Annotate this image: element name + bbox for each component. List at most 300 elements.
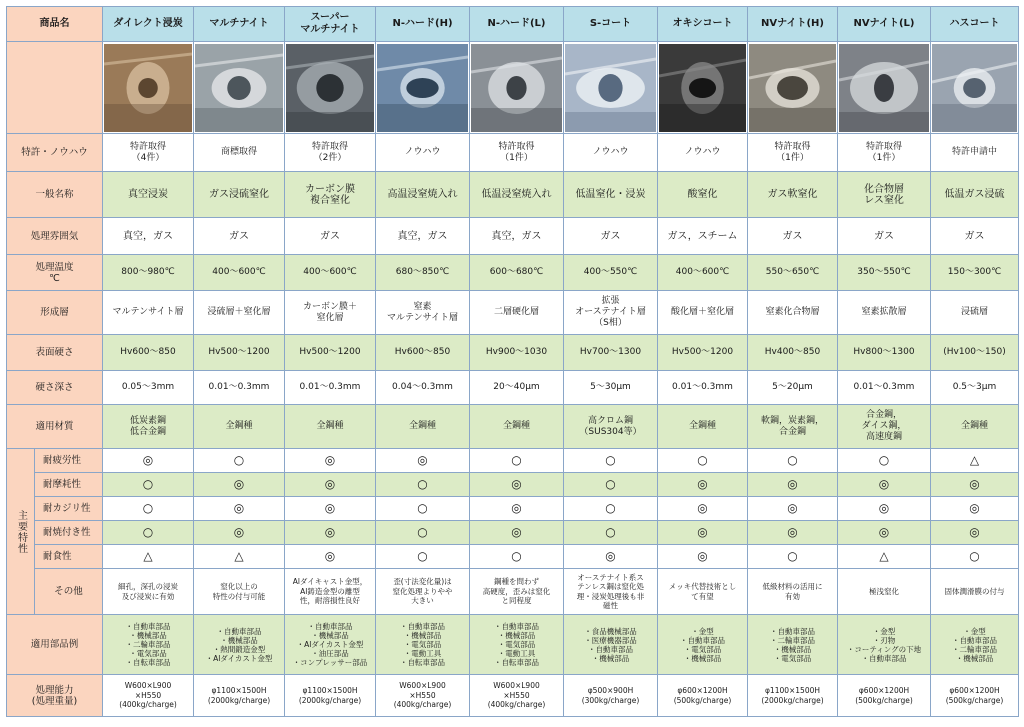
property-mark: [748, 449, 838, 473]
product-header-9: [838, 7, 931, 42]
temperature-cell: [931, 255, 1019, 291]
property-mark: [103, 521, 194, 545]
property-mark-text: ◎: [787, 501, 798, 515]
property-mark: [658, 473, 748, 497]
other-cell: [103, 569, 194, 615]
hardness-cell: [376, 335, 470, 371]
property-mark: [285, 449, 376, 473]
product-header-5: [470, 7, 564, 42]
temperature-cell: [470, 255, 564, 291]
temperature-cell-text: 680～850℃: [395, 267, 450, 277]
row-label-patent-text: 特許・ノウハウ: [21, 147, 88, 158]
capacity-cell-text: W600×L900 ×H550 (400kg/charge): [487, 681, 546, 710]
material-cell: [103, 405, 194, 449]
property-mark-text: ◎: [697, 525, 708, 539]
layer-cell: [564, 291, 658, 335]
product-name: S-コート: [589, 18, 632, 29]
property-label: [35, 473, 103, 497]
depth-cell-text: 0.01～0.3mm: [853, 382, 915, 392]
property-mark: [658, 521, 748, 545]
product-image-cell: [194, 42, 285, 134]
row-label-depth-text: 硬さ深さ: [35, 382, 74, 393]
layer-cell: [658, 291, 748, 335]
layer-cell: [376, 291, 470, 335]
hardness-cell: [748, 335, 838, 371]
property-mark-text: ◎: [878, 525, 890, 539]
depth-cell-text: 0.01～0.3mm: [672, 382, 733, 392]
atmosphere-cell: [103, 218, 194, 255]
row-label-applications-text: 適用部品例: [30, 639, 79, 650]
hardness-cell-text: Hv400～850: [764, 347, 821, 357]
property-mark-text: ○: [787, 549, 798, 563]
atmosphere-cell-text: ガス，スチーム: [667, 230, 738, 242]
hardness-cell-text: Hv900～1030: [485, 347, 548, 357]
property-mark-text: ◎: [324, 477, 336, 491]
property-mark: [285, 473, 376, 497]
general-name-cell: [470, 172, 564, 218]
property-mark: [748, 521, 838, 545]
row-label-general-name: [7, 172, 103, 218]
layer-cell-text: 窒素化合物層: [765, 307, 820, 317]
layer-cell: [470, 291, 564, 335]
atmosphere-cell: [931, 218, 1019, 255]
property-mark-text: ○: [417, 477, 428, 491]
capacity-cell: [658, 675, 748, 717]
property-mark: [838, 497, 931, 521]
product-header-6: [564, 7, 658, 42]
patent-cell-text: 特許取得 （2件）: [311, 141, 348, 163]
property-label: [35, 521, 103, 545]
image-row-label: [7, 42, 103, 134]
property-mark-text: ◎: [697, 477, 708, 491]
row-patent: [7, 134, 1019, 172]
row-label-applications: [7, 615, 103, 675]
temperature-cell: [285, 255, 376, 291]
property-mark: [194, 473, 285, 497]
capacity-cell-text: φ1100×1500H (2000kg/charge): [761, 686, 824, 705]
hardness-cell: [564, 335, 658, 371]
atmosphere-cell: [564, 218, 658, 255]
property-mark: [931, 473, 1019, 497]
property-mark-text: ○: [511, 549, 522, 563]
property-mark: [376, 521, 470, 545]
product-header-4: [376, 7, 470, 42]
patent-cell: [194, 134, 285, 172]
application-cell-text: ・金型 ・自動車部品 ・二輪車部品 ・機械部品: [952, 626, 997, 663]
layer-cell-text: 二層硬化層: [493, 307, 539, 317]
application-cell: [564, 615, 658, 675]
property-mark: [285, 545, 376, 569]
property-mark: [931, 449, 1019, 473]
property-mark: [838, 449, 931, 473]
patent-cell-text: 特許取得 （4件）: [129, 141, 166, 163]
general-name-cell-text: 真空浸炭: [128, 189, 168, 200]
capacity-cell: [748, 675, 838, 717]
row-label-other-text: その他: [54, 586, 83, 597]
nv-nite-h-photo: [749, 44, 836, 132]
other-cell: [658, 569, 748, 615]
capacity-cell: [194, 675, 285, 717]
patent-cell-text: 特許取得 （1件）: [774, 141, 811, 163]
other-cell: [470, 569, 564, 615]
hardness-cell-text: (Hv100～150): [943, 347, 1006, 357]
property-mark: [285, 497, 376, 521]
capacity-cell: [376, 675, 470, 717]
atmosphere-cell: [748, 218, 838, 255]
capacity-cell-text: W600×L900 ×H550 (400kg/charge): [393, 681, 452, 710]
layer-cell-text: 拡張 オーステナイト層 （S相）: [575, 296, 646, 328]
property-mark: [376, 449, 470, 473]
patent-cell: [285, 134, 376, 172]
property-mark-text: ○: [142, 501, 154, 515]
material-cell: [838, 405, 931, 449]
nv-nite-l-photo: [839, 44, 929, 132]
atmosphere-cell-text: 真空，ガス: [123, 230, 173, 242]
row-property-3: [7, 497, 1019, 521]
other-cell-text: 固体潤滑膜の付与: [944, 586, 1005, 596]
property-mark: [285, 521, 376, 545]
product-image-cell: [470, 42, 564, 134]
general-name-cell-text: 低温浸窒焼入れ: [481, 189, 552, 200]
application-cell: [931, 615, 1019, 675]
other-cell: [376, 569, 470, 615]
capacity-cell: [931, 675, 1019, 717]
row-label-hardness: [7, 335, 103, 371]
property-mark-text: ○: [787, 453, 798, 467]
depth-cell-text: 0.5～3μm: [952, 382, 997, 392]
property-mark: [931, 497, 1019, 521]
hardness-cell-text: Hv500～1200: [671, 347, 734, 357]
depth-cell-text: 0.05～3mm: [121, 382, 175, 392]
temperature-cell-text: 550～650℃: [765, 267, 820, 277]
atmosphere-cell: [838, 218, 931, 255]
material-cell-text: 高クロム鋼 （SUS304等）: [579, 415, 642, 437]
row-temperature: [7, 255, 1019, 291]
other-cell-text: Alダイキャスト金型， Al鋳造金型の離型 性，耐溶損性良好: [292, 577, 368, 606]
property-mark-text: △: [143, 549, 153, 563]
property-mark-text: ◎: [417, 453, 428, 467]
patent-cell: [564, 134, 658, 172]
depth-cell-text: 20～40μm: [493, 382, 540, 392]
row-label-capacity-text: 処理能力 (処理重量): [31, 684, 78, 707]
general-name-cell-text: 酸窒化: [687, 189, 718, 200]
property-mark: [470, 521, 564, 545]
property-mark-text: △: [234, 549, 244, 563]
property-mark-text: ◎: [324, 549, 336, 563]
application-cell: [748, 615, 838, 675]
hardness-cell-text: Hv800～1300: [853, 347, 915, 357]
layer-cell: [285, 291, 376, 335]
capacity-cell: [838, 675, 931, 717]
general-name-cell-text: 高温浸窒焼入れ: [387, 189, 458, 200]
row-depth: [7, 371, 1019, 405]
row-label-other: [35, 569, 103, 615]
general-name-cell: [376, 172, 470, 218]
property-mark-text: ◎: [787, 525, 798, 539]
atmosphere-cell-text: ガス: [964, 230, 985, 242]
property-mark-text: ◎: [697, 549, 708, 563]
layer-cell: [931, 291, 1019, 335]
patent-cell-text: 特許申請中: [951, 147, 997, 157]
row-label-depth: [7, 371, 103, 405]
hardness-cell-text: Hv600～850: [120, 347, 176, 357]
property-mark: [470, 449, 564, 473]
direct-carburizing-photo: [104, 44, 192, 132]
property-mark: [470, 545, 564, 569]
atmosphere-cell: [285, 218, 376, 255]
application-cell-text: ・金型 ・刃物 ・コーティングの下地 ・自動車部品: [846, 626, 922, 663]
application-cell: [658, 615, 748, 675]
property-mark-text: ○: [511, 453, 522, 467]
patent-cell-text: ノウハウ: [404, 147, 441, 157]
property-mark-text: ○: [605, 477, 616, 491]
atmosphere-cell-text: ガス: [782, 230, 803, 242]
row-label-temperature-text: 処理温度 ℃: [35, 261, 74, 284]
application-cell-text: ・自動車部品 ・機械部品 ・熱間鍛造金型 ・Alダイカスト金型: [205, 626, 273, 663]
property-mark: [931, 521, 1019, 545]
property-mark-text: △: [969, 453, 980, 467]
hardness-cell: [470, 335, 564, 371]
application-cell-text: ・自動車部品 ・機械部品 ・電気部品 ・電動工具 ・自転車部品: [494, 622, 539, 667]
property-label-text: 耐疲労性: [43, 455, 82, 466]
atmosphere-cell: [194, 218, 285, 255]
property-mark: [376, 545, 470, 569]
row-label-layer-text: 形成層: [40, 307, 69, 318]
product-image-cell: [658, 42, 748, 134]
property-mark-text: ○: [142, 477, 154, 491]
material-cell: [658, 405, 748, 449]
property-mark: [658, 545, 748, 569]
material-cell-text: 軟鋼，炭素鋼， 合金鋼: [760, 415, 824, 437]
product-name: N-ハード(L): [487, 18, 546, 29]
layer-cell: [838, 291, 931, 335]
capacity-cell: [285, 675, 376, 717]
property-mark-text: ○: [969, 549, 980, 563]
temperature-cell: [658, 255, 748, 291]
row-general-name: [7, 172, 1019, 218]
material-cell-text: 全鋼種: [688, 421, 716, 431]
product-name-header: [7, 7, 103, 42]
s-coat-photo: [565, 44, 656, 132]
layer-cell-text: 窒素拡散層: [861, 307, 907, 317]
property-mark-text: ◎: [969, 477, 980, 491]
application-cell-text: ・自動車部品 ・機械部品 ・Alダイカスト金型 ・油圧部品 ・コンプレッサー部品: [292, 622, 368, 667]
atmosphere-cell-text: ガス: [229, 230, 249, 242]
property-mark-text: ◎: [787, 477, 798, 491]
row-property-4: [7, 521, 1019, 545]
application-cell: [194, 615, 285, 675]
application-cell: [103, 615, 194, 675]
depth-cell: [748, 371, 838, 405]
application-cell: [376, 615, 470, 675]
hardness-cell-text: Hv600～850: [394, 347, 451, 357]
hardness-cell: [103, 335, 194, 371]
property-mark-text: ◎: [969, 501, 980, 515]
patent-cell-text: ノウハウ: [592, 147, 629, 157]
temperature-cell: [103, 255, 194, 291]
super-multinite-photo: [286, 44, 374, 132]
property-mark-text: ○: [233, 453, 245, 467]
product-name: オキシコート: [672, 18, 733, 29]
product-header-2: [194, 7, 285, 42]
material-cell: [285, 405, 376, 449]
material-cell: [564, 405, 658, 449]
hardness-cell: [285, 335, 376, 371]
property-mark: [658, 449, 748, 473]
property-mark-text: ○: [417, 525, 428, 539]
property-label-text: 耐摩耗性: [43, 479, 82, 490]
depth-cell-text: 5～30μm: [590, 382, 631, 392]
row-label-atmosphere-text: 処理雰囲気: [30, 230, 79, 242]
property-label: [35, 545, 103, 569]
other-cell: [564, 569, 658, 615]
hardness-cell: [194, 335, 285, 371]
property-mark: [748, 497, 838, 521]
property-mark-text: ◎: [233, 477, 245, 491]
patent-cell: [470, 134, 564, 172]
product-header-8: [748, 7, 838, 42]
product-name: マルチナイト: [209, 18, 269, 29]
property-label-text: 耐焼付き性: [43, 527, 91, 538]
product-image-cell: [564, 42, 658, 134]
temperature-cell: [748, 255, 838, 291]
row-other: [7, 569, 1019, 615]
atmosphere-cell: [658, 218, 748, 255]
temperature-cell-text: 400～550℃: [583, 267, 638, 277]
property-mark-text: ○: [417, 549, 428, 563]
depth-cell: [376, 371, 470, 405]
patent-cell-text: ノウハウ: [684, 147, 721, 157]
property-mark-text: ◎: [511, 477, 522, 491]
property-mark: [564, 449, 658, 473]
material-cell-text: 全鋼種: [502, 421, 530, 431]
row-atmosphere: [7, 218, 1019, 255]
property-mark: [103, 449, 194, 473]
depth-cell: [103, 371, 194, 405]
property-mark: [376, 497, 470, 521]
general-name-cell-text: ガス浸硫窒化: [209, 189, 269, 200]
hascoat-photo: [932, 44, 1017, 132]
general-name-cell-text: 化合物層 レス窒化: [864, 183, 904, 206]
property-mark: [931, 545, 1019, 569]
product-header-1: [103, 7, 194, 42]
treatment-comparison-table: [6, 6, 1019, 717]
temperature-cell: [376, 255, 470, 291]
other-cell-text: オーステナイト系ス テンレス鋼は窒化処 理・浸炭処理後も非 磁性: [576, 572, 645, 610]
general-name-cell-text: 低温窒化・浸炭: [575, 189, 646, 200]
product-image-cell: [285, 42, 376, 134]
capacity-cell: [103, 675, 194, 717]
temperature-cell-text: 400～600℃: [675, 267, 730, 277]
product-name-header-text: 商品名: [39, 18, 70, 29]
temperature-cell: [194, 255, 285, 291]
material-cell: [194, 405, 285, 449]
application-cell-text: ・金型 ・自動車部品 ・電気部品 ・機械部品: [680, 626, 725, 663]
property-mark-text: ◎: [605, 549, 616, 563]
property-mark-text: ◎: [969, 525, 980, 539]
row-label-hardness-text: 表面硬さ: [35, 347, 74, 358]
property-mark: [194, 497, 285, 521]
layer-cell: [103, 291, 194, 335]
product-image-cell: [376, 42, 470, 134]
multinite-photo: [195, 44, 283, 132]
product-image-cell: [931, 42, 1019, 134]
other-cell-text: 窒化以上の 特性の付与可能: [212, 582, 266, 601]
property-label-text: 耐食性: [43, 551, 72, 562]
patent-cell: [376, 134, 470, 172]
property-mark-text: △: [879, 549, 889, 563]
material-cell: [470, 405, 564, 449]
property-mark-text: ○: [605, 453, 616, 467]
property-mark: [470, 473, 564, 497]
atmosphere-cell-text: 真空，ガス: [491, 230, 542, 242]
hardness-cell-text: Hv500～1200: [208, 347, 270, 357]
row-material: [7, 405, 1019, 449]
general-name-cell-text: カーボン膜 複合窒化: [305, 183, 355, 206]
property-label-text: 耐カジリ性: [43, 503, 91, 514]
patent-cell-text: 特許取得 （1件）: [865, 141, 902, 163]
property-mark: [103, 473, 194, 497]
product-name: NVナイト(H): [761, 18, 824, 29]
general-name-cell: [564, 172, 658, 218]
other-cell-text: 鋼種を問わず 高硬度，歪みは窒化 と同程度: [482, 577, 551, 606]
application-cell-text: ・食品機械部品 ・医療機器部品 ・自動車部品 ・機械部品: [584, 626, 637, 663]
property-mark-text: ○: [417, 501, 428, 515]
capacity-cell-text: φ1100×1500H (2000kg/charge): [298, 686, 362, 705]
product-name: スーパー マルチナイト: [300, 12, 360, 35]
property-mark: [194, 449, 285, 473]
material-cell-text: 低炭素鋼 低合金鋼: [129, 415, 166, 437]
property-mark: [194, 545, 285, 569]
temperature-cell-text: 400～600℃: [303, 267, 357, 277]
application-cell: [285, 615, 376, 675]
depth-cell: [564, 371, 658, 405]
other-cell: [194, 569, 285, 615]
capacity-cell-text: φ500×900H (300kg/charge): [581, 686, 640, 705]
other-cell-text: 歪(寸法変化量)は 窒化処理よりやや 大きい: [392, 577, 453, 606]
general-name-cell: [103, 172, 194, 218]
product-header-7: [658, 7, 748, 42]
row-label-patent: [7, 134, 103, 172]
layer-cell-text: 窒素 マルテンサイト層: [387, 301, 458, 323]
material-cell: [376, 405, 470, 449]
other-cell: [285, 569, 376, 615]
temperature-cell: [564, 255, 658, 291]
product-header-3: [285, 7, 376, 42]
property-mark-text: ○: [697, 453, 708, 467]
material-cell: [931, 405, 1019, 449]
property-mark: [564, 521, 658, 545]
property-mark-text: ◎: [878, 501, 890, 515]
property-mark-text: ○: [605, 501, 616, 515]
product-image-cell: [748, 42, 838, 134]
material-cell-text: 合金鋼， ダイス鋼， 高速度鋼: [861, 410, 907, 442]
depth-cell-text: 0.01～0.3mm: [208, 382, 270, 392]
property-mark-text: ◎: [233, 525, 245, 539]
main-properties-group-label-text: 主要特性: [15, 509, 27, 554]
property-mark: [838, 545, 931, 569]
row-property-2: [7, 473, 1019, 497]
application-cell: [470, 615, 564, 675]
depth-cell: [285, 371, 376, 405]
row-property-1: [7, 449, 1019, 473]
other-cell: [748, 569, 838, 615]
property-mark: [564, 497, 658, 521]
property-mark-text: ◎: [511, 501, 522, 515]
oxicoat-photo: [659, 44, 746, 132]
row-label-general-name-text: 一般名称: [35, 189, 74, 200]
layer-cell-text: 酸化層＋窒化層: [670, 307, 734, 317]
